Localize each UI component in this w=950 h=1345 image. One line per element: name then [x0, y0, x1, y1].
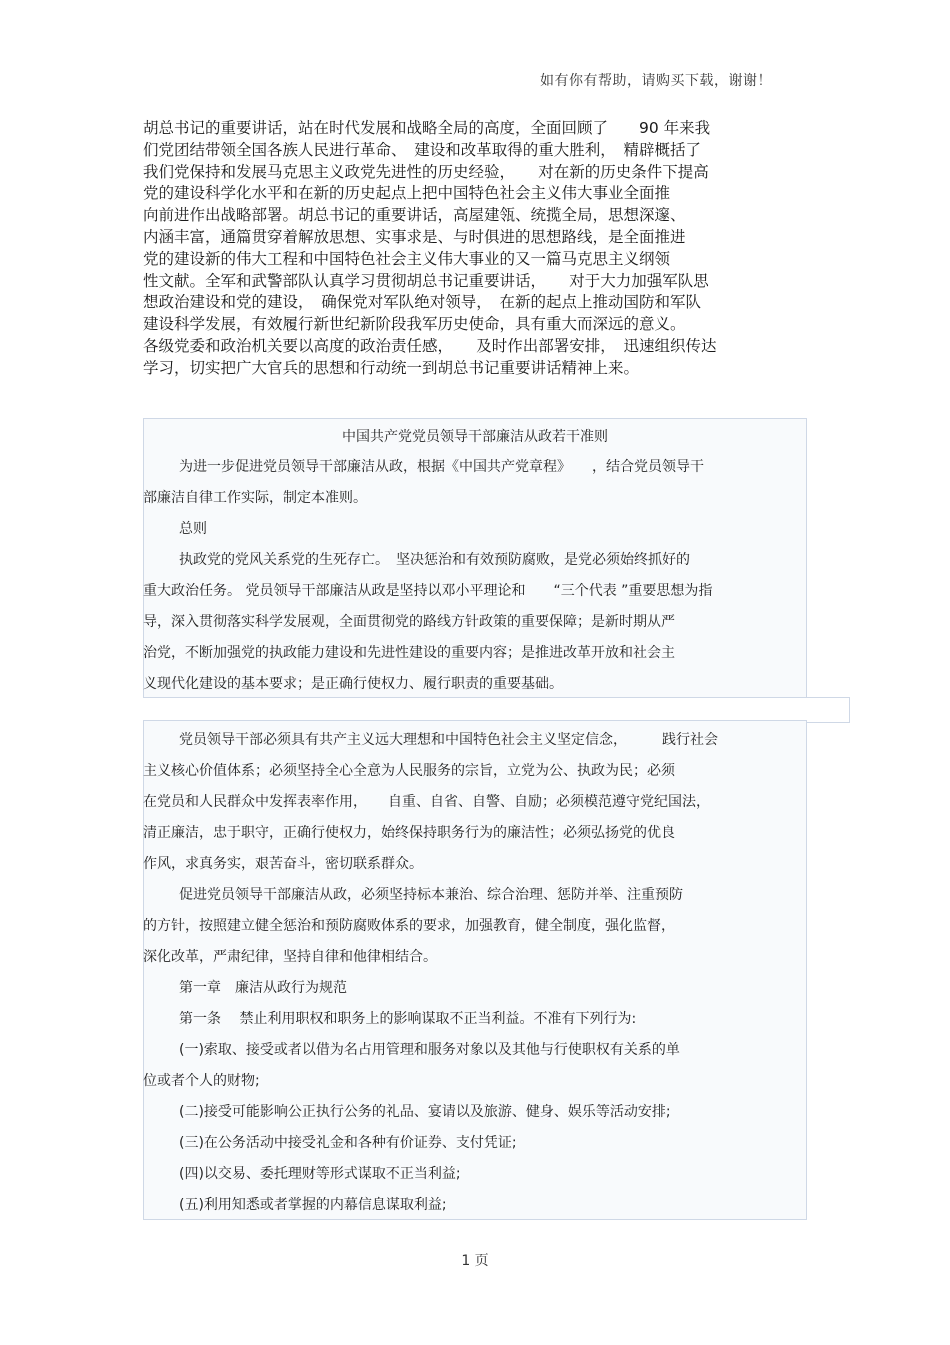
text-line: 治党，不断加强党的执政能力建设和先进性建设的重要内容；是推进改革开放和社会主: [143, 645, 675, 661]
list-item: (五)利用知悉或者掌握的内幕信息谋取利益;: [179, 1197, 447, 1213]
intro-line: 向前进作出战略部署。胡总书记的重要讲话，高屋建瓴、统揽全局，思想深邃、: [143, 206, 686, 225]
intro-line: 内涵丰富，通篇贯穿着解放思想、实事求是、与时俱进的思想路线，是全面推进: [143, 227, 686, 246]
intro-line: 各级党委和政治机关要以高度的政治责任感， 及时作出部署安排， 迅速组织传达: [143, 336, 717, 355]
text-line: 党员领导干部必须具有共产主义远大理想和中国特色社会主义坚定信念， 践行社会: [179, 732, 718, 748]
text-line: 为进一步促进党员领导干部廉洁从政，根据《中国共产党章程》 ，结合党员领导干: [179, 459, 704, 475]
intro-line: 党的建设科学化水平和在新的历史起点上把中国特色社会主义伟大事业全面推: [143, 184, 671, 203]
intro-line: 想政治建设和党的建设， 确保党对军队绝对领导， 在新的起点上推动国防和军队: [143, 293, 702, 312]
section-heading: 总则: [179, 521, 207, 537]
list-item: (三)在公务活动中接受礼金和各种有价证券、支付凭证;: [179, 1135, 517, 1151]
list-item: (四)以交易、委托理财等形式谋取不正当利益;: [179, 1166, 461, 1182]
text-line: 深化改革，严肃纪律，坚持自律和他律相结合。: [143, 949, 437, 965]
text-line: 作风，求真务实，艰苦奋斗，密切联系群众。: [143, 856, 423, 872]
list-item: (一)索取、接受或者以借为名占用管理和服务对象以及其他与行使职权有关系的单: [179, 1042, 680, 1058]
intro-line: 学习，切实把广大官兵的思想和行动统一到胡总书记重要讲话精神上来。: [143, 358, 640, 377]
intro-line: 性文献。全军和武警部队认真学习贯彻胡总书记重要讲话， 对于大力加强军队思: [143, 271, 709, 290]
text-line: 的方针，按照建立健全惩治和预防腐败体系的要求，加强教育，健全制度，强化监督，: [143, 918, 675, 934]
chapter-heading: 第一章 廉洁从政行为规范: [179, 980, 347, 996]
text-line: 主义核心价值体系；必须坚持全心全意为人民服务的宗旨，立党为公、执政为民；必须: [143, 763, 675, 779]
text-line: 促进党员领导干部廉洁从政，必须坚持标本兼治、综合治理、惩防并举、注重预防: [179, 887, 683, 903]
block-preamble: [143, 452, 807, 700]
list-item: 位或者个人的财物;: [143, 1073, 260, 1089]
text-line: 导，深入贯彻落实科学发展观，全面贯彻党的路线方针政策的重要保障；是新时期从严: [143, 614, 675, 630]
article-line: 第一条 禁止利用职权和职务上的影响谋取不正当利益。不准有下列行为:: [179, 1011, 637, 1027]
text-line: 在党员和人民群众中发挥表率作用， 自重、自省、自警、自励；必须模范遵守党纪国法，: [143, 794, 710, 810]
document-title: 中国共产党党员领导干部廉洁从政若干准则: [342, 429, 608, 445]
text-line: 部廉洁自律工作实际，制定本准则。: [143, 490, 367, 506]
intro-line: 建设科学发展，有效履行新世纪新阶段我军历史使命，具有重大而深远的意义。: [143, 315, 686, 334]
intro-line: 党的建设新的伟大工程和中国特色社会主义伟大事业的又一篇马克思主义纲领: [143, 249, 671, 268]
intro-line: 胡总书记的重要讲话，站在时代发展和战略全局的高度，全面回顾了 90 年来我: [143, 119, 711, 137]
box-gap: [143, 697, 807, 721]
text-line: 执政党的党风关系党的生死存亡。 坚决惩治和有效预防腐败，是党必须始终抓好的: [179, 552, 690, 568]
text-line: 重大政治任务。 党员领导干部廉洁从政是坚持以邓小平理论和 “三个代表 ”重要思想为指: [143, 583, 713, 599]
header-note: 如有你有帮助，请购买下载，谢谢！: [540, 73, 772, 89]
list-item: (二)接受可能影响公正执行公务的礼品、宴请以及旅游、健身、娱乐等活动安排;: [179, 1104, 671, 1120]
intro-line: 我们党保持和发展马克思主义政党先进性的历史经验， 对在新的历史条件下提高: [143, 162, 709, 181]
text-line: 义现代化建设的基本要求；是正确行使权力、履行职责的重要基础。: [143, 676, 563, 692]
intro-line: 们党团结带领全国各族人民进行革命、 建设和改革取得的重大胜利， 精辟概括了: [143, 140, 702, 159]
box-notch: [807, 697, 850, 723]
page-number: 1 页: [461, 1253, 489, 1269]
block-principles: [143, 725, 807, 1221]
intro-paragraph: [143, 118, 808, 380]
text-line: 清正廉洁，忠于职守，正确行使权力，始终保持职务行为的廉洁性；必须弘扬党的优良: [143, 825, 675, 841]
